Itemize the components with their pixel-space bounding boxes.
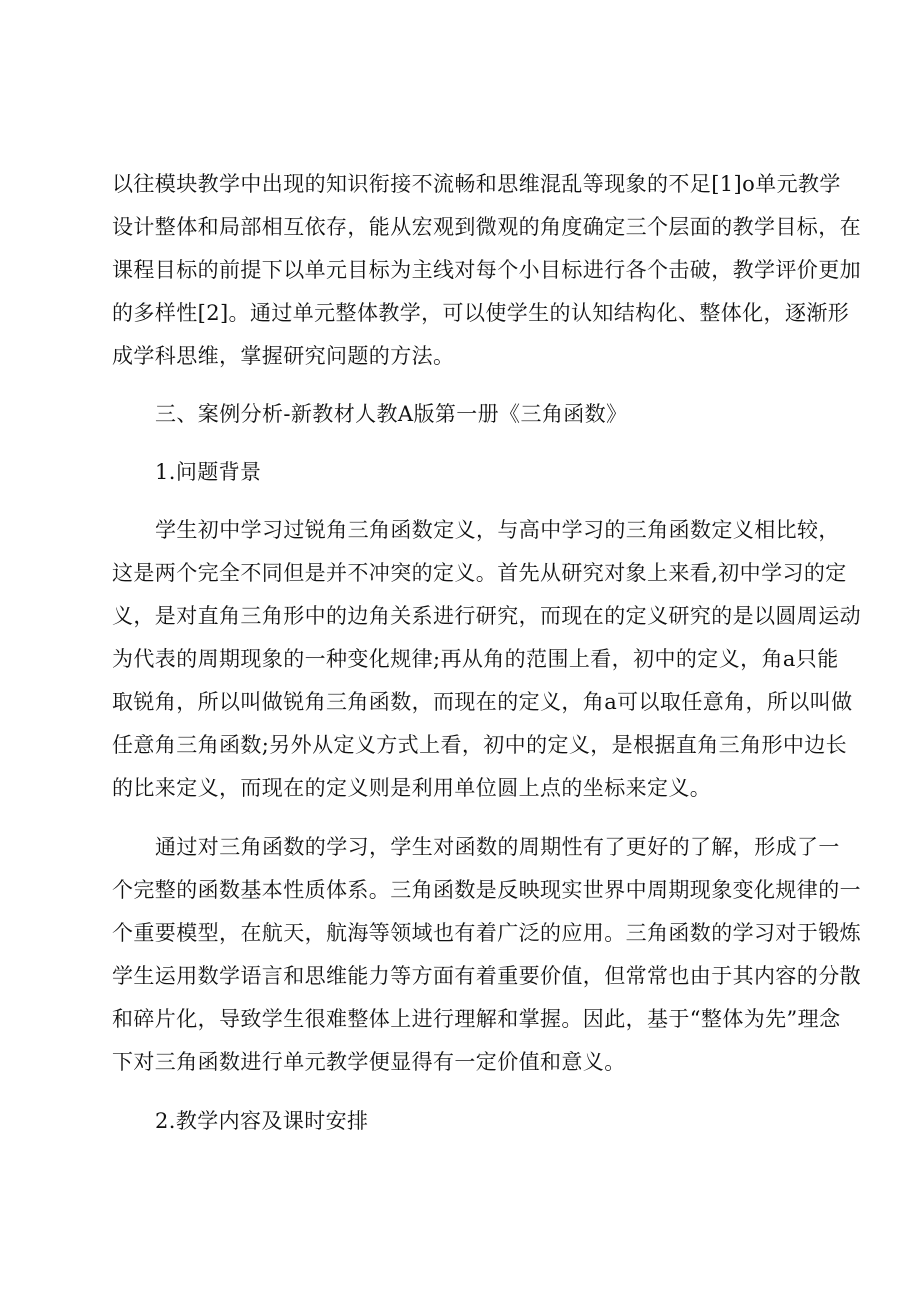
paragraph-line: 下对三角函数进行单元教学便显得有一定价值和意义。: [112, 1050, 626, 1074]
paragraph-line: 个重要模型，在航天，航海等领域也有着广泛的应用。三角函数的学习对于锻炼: [112, 921, 861, 945]
section-heading: 三、案例分析-新教材人教A版第一册《三角函数》: [155, 402, 628, 426]
paragraph-line: 以往模块教学中出现的知识衔接不流畅和思维混乱等现象的不足[1]o单元教学: [112, 172, 841, 196]
paragraph-line: 的比来定义，而现在的定义则是利用单位圆上点的坐标来定义。: [112, 776, 712, 800]
paragraph-line: 义，是对直角三角形中的边角关系进行研究，而现在的定义研究的是以圆周运动: [112, 604, 861, 628]
paragraph-line: 个完整的函数基本性质体系。三角函数是反映现实世界中周期现象变化规律的一: [112, 878, 861, 902]
paragraph-line: 为代表的周期现象的一种变化规律;再从角的范围上看，初中的定义，角a只能: [112, 647, 839, 671]
subheading-teaching-content: 2.教学内容及课时安排: [155, 1109, 369, 1133]
paragraph-line: 学生运用数学语言和思维能力等方面有着重要价值，但常常也由于其内容的分散: [112, 964, 861, 988]
paragraph-line: 学生初中学习过锐角三角函数定义，与高中学习的三角函数定义相比较，: [155, 518, 840, 542]
paragraph-line: 和碎片化，导致学生很难整体上进行理解和掌握。因此，基于“整体为先”理念: [112, 1007, 841, 1031]
paragraph-line: 这是两个完全不同但是并不冲突的定义。首先从研究对象上来看,初中学习的定: [112, 561, 847, 585]
paragraph-line: 任意角三角函数;另外从定义方式上看，初中的定义，是根据直角三角形中边长: [112, 733, 848, 757]
subheading-problem-background: 1.问题背景: [155, 460, 262, 484]
paragraph-line: 课程目标的前提下以单元目标为主线对每个小目标进行各个击破，教学评价更加: [112, 258, 861, 282]
paragraph-line: 取锐角，所以叫做锐角三角函数，而现在的定义，角a可以取任意角，所以叫做: [112, 690, 853, 714]
paragraph-line: 通过对三角函数的学习，学生对函数的周期性有了更好的了解，形成了一: [155, 835, 840, 859]
paragraph-line: 的多样性[2]。通过单元整体教学，可以使学生的认知结构化、整体化，逐渐形: [112, 301, 850, 325]
paragraph-line: 设计整体和局部相互依存，能从宏观到微观的角度确定三个层面的教学目标，在: [112, 215, 861, 239]
paragraph-line: 成学科思维，掌握研究问题的方法。: [112, 344, 455, 368]
